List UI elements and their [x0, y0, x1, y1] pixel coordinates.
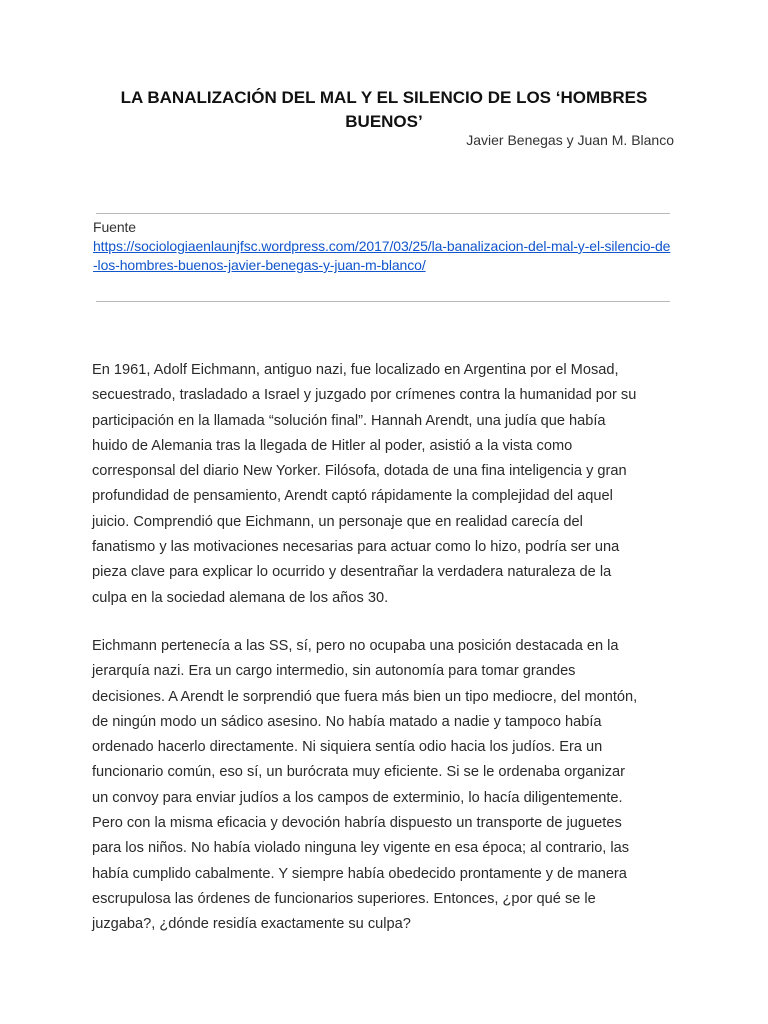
divider-top	[96, 213, 670, 214]
paragraph-2	[92, 634, 670, 938]
paragraph-line: de ningún modo un sádico asesino. No había matado a nadie y tampoco había	[92, 713, 602, 730]
paragraph-line: culpa en la sociedad alemana de los años 30.	[92, 589, 389, 606]
paragraph-line: escrupulosa las órdenes de funcionarios superiores. Entonces, ¿por qué se le	[92, 890, 596, 907]
paragraph-line: huido de Alemania tras la llegada de Hitler al poder, asistió a la vista como	[92, 437, 573, 454]
source-label: Fuente	[93, 219, 136, 235]
document-authors: Javier Benegas y Juan M. Blanco	[466, 132, 674, 148]
paragraph-line: juicio. Comprendió que Eichmann, un personaje que en realidad carecía del	[92, 513, 583, 530]
paragraph-line: En 1961, Adolf Eichmann, antiguo nazi, fue localizado en Argentina por el Mosad,	[92, 362, 619, 378]
source-link[interactable]: https://sociologiaenlaunjfsc.wordpress.com/2017/03/25/la-banalizacion-del-mal-y-el-silencio-de-los-hombres-buenos-javier-benegas-y-juan-m-blanco/	[93, 238, 671, 273]
paragraph-line: para los niños. No había violado ninguna ley vigente en esa época; al contrario, las	[92, 840, 630, 857]
paragraph-line: profundidad de pensamiento, Arendt captó rápidamente la complejidad del aquel	[92, 488, 613, 505]
document-title: LA BANALIZACIÓN DEL MAL Y EL SILENCIO DE LOS ‘HOMBRES BUENOS’	[120, 88, 648, 131]
paragraph-line: Eichmann pertenecía a las SS, sí, pero no ocupaba una posición destacada en la	[92, 638, 619, 654]
paragraph-line: fanatismo y las motivaciones necesarias para actuar como lo hizo, podría ser una	[92, 539, 620, 556]
paragraph-line: había cumplido cabalmente. Y siempre había obedecido prontamente y de manera	[92, 865, 627, 882]
paragraph-line: jerarquía nazi. Era un cargo intermedio, sin autonomía para tomar grandes	[92, 663, 576, 680]
paragraph-line: Pero con la misma eficacia y devoción habría dispuesto un transporte de juguetes	[92, 815, 622, 832]
paragraph-line: un convoy para enviar judíos a los campos de exterminio, lo hacía diligentemente.	[92, 789, 623, 806]
paragraph-line: ordenado hacerlo directamente. Ni siquiera sentía odio hacia los judíos. Era un	[92, 739, 603, 756]
paragraph-line: pieza clave para explicar lo ocurrido y desentrañar la verdadera naturaleza de la	[92, 564, 612, 581]
paragraph-line: decisiones. A Arendt le sorprendió que fuera más bien un tipo mediocre, del montón,	[92, 688, 638, 705]
paragraph-line: corresponsal del diario New Yorker. Filósofa, dotada de una fina inteligencia y gran	[92, 463, 627, 480]
source-block	[93, 218, 673, 275]
paragraph-line: participación en la llamada “solución final”. Hannah Arendt, una judía que había	[92, 412, 606, 429]
paragraph-line: juzgaba?, ¿dónde residía exactamente su culpa?	[92, 916, 411, 933]
paragraph-1	[92, 358, 670, 611]
paragraph-line: funcionario común, eso sí, un burócrata muy eficiente. Si se le ordenaba organizar	[92, 764, 625, 781]
paragraph-line: secuestrado, trasladado a Israel y juzgado por crímenes contra la humanidad por su	[92, 387, 637, 404]
divider-bottom	[96, 301, 670, 302]
